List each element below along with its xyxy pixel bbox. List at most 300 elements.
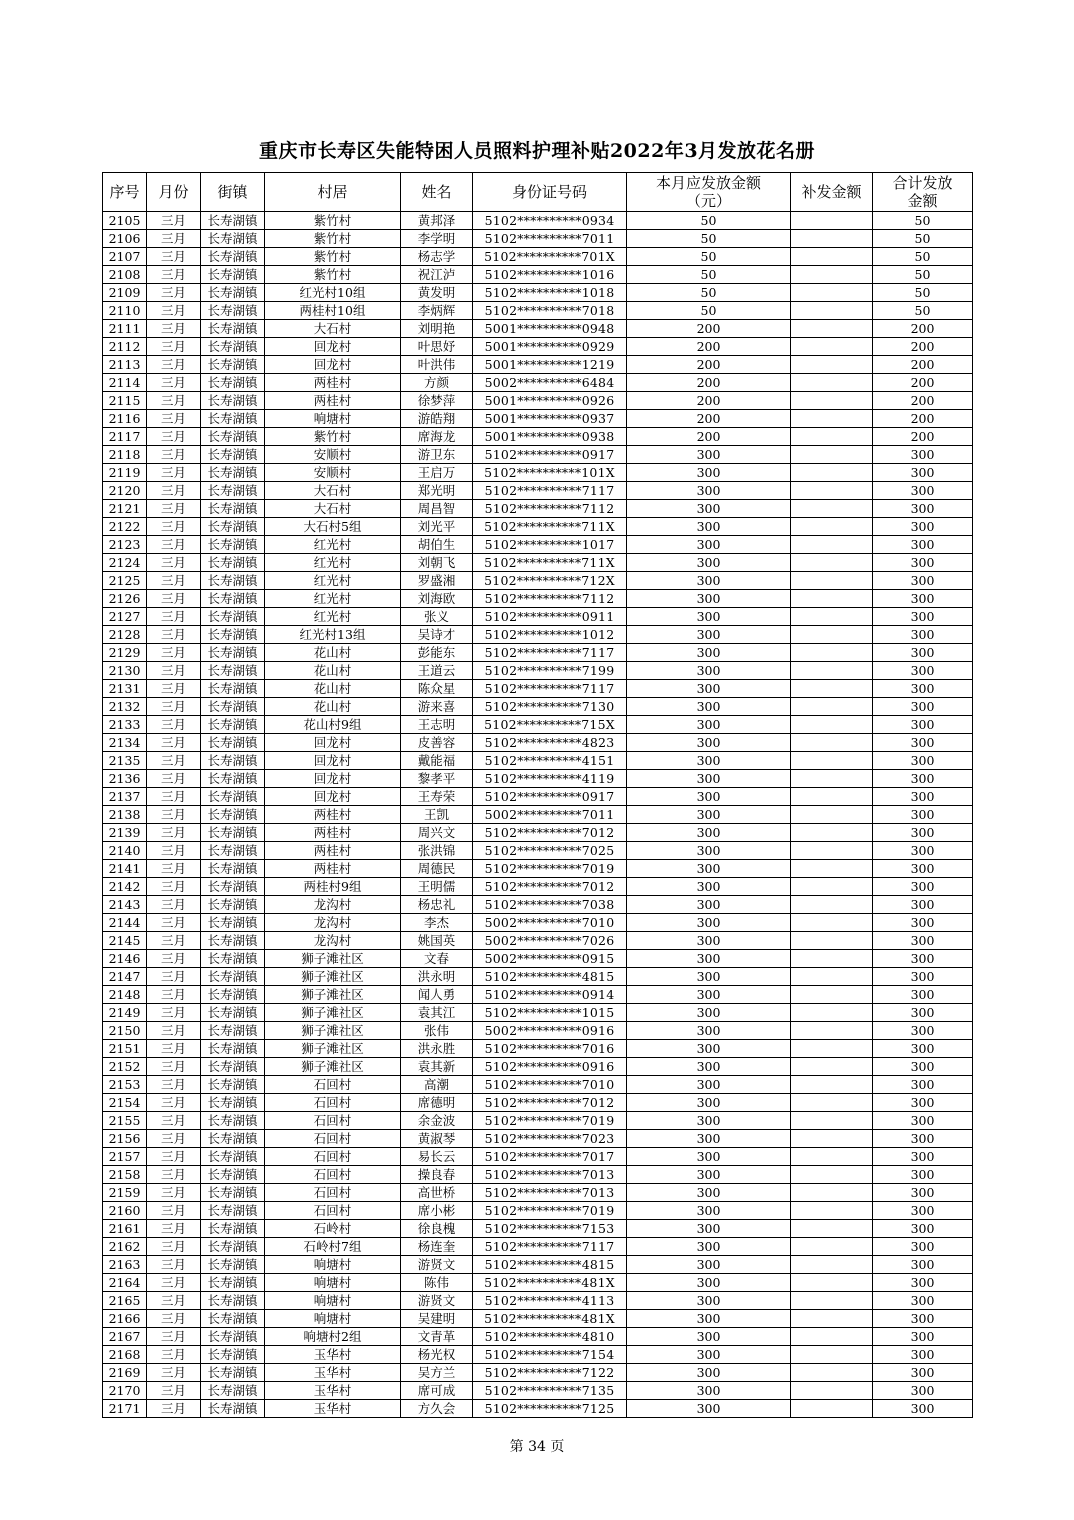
header-col-id: 身份证号码 — [473, 173, 627, 212]
cell-col-village: 大石村5组 — [265, 518, 401, 536]
cell-col-reissue — [791, 716, 873, 734]
cell-col-due: 300 — [627, 1166, 791, 1184]
cell-col-reissue — [791, 1202, 873, 1220]
cell-col-seq: 2162 — [103, 1238, 147, 1256]
cell-col-seq: 2111 — [103, 320, 147, 338]
cell-col-reissue — [791, 284, 873, 302]
cell-col-total: 300 — [873, 824, 973, 842]
cell-col-due: 300 — [627, 1148, 791, 1166]
cell-col-seq: 2158 — [103, 1166, 147, 1184]
cell-col-name: 黄发明 — [401, 284, 473, 302]
cell-col-month: 三月 — [147, 554, 201, 572]
cell-col-due: 50 — [627, 302, 791, 320]
cell-col-seq: 2139 — [103, 824, 147, 842]
cell-col-total: 300 — [873, 500, 973, 518]
cell-col-town: 长寿湖镇 — [201, 500, 265, 518]
cell-col-seq: 2159 — [103, 1184, 147, 1202]
cell-col-id: 5102**********0934 — [473, 212, 627, 230]
cell-col-name: 罗盛湘 — [401, 572, 473, 590]
cell-col-name: 席可成 — [401, 1382, 473, 1400]
cell-col-total: 300 — [873, 590, 973, 608]
cell-col-village: 两桂村 — [265, 824, 401, 842]
cell-col-seq: 2154 — [103, 1094, 147, 1112]
cell-col-due: 200 — [627, 392, 791, 410]
cell-col-id: 5001**********0929 — [473, 338, 627, 356]
cell-col-name: 高潮 — [401, 1076, 473, 1094]
cell-col-due: 300 — [627, 1346, 791, 1364]
cell-col-name: 方久会 — [401, 1400, 473, 1418]
cell-col-id: 5102**********0917 — [473, 788, 627, 806]
cell-col-month: 三月 — [147, 266, 201, 284]
cell-col-reissue — [791, 338, 873, 356]
cell-col-month: 三月 — [147, 320, 201, 338]
cell-col-id: 5102**********101X — [473, 464, 627, 482]
cell-col-due: 50 — [627, 230, 791, 248]
cell-col-town: 长寿湖镇 — [201, 230, 265, 248]
cell-col-village: 狮子滩社区 — [265, 1022, 401, 1040]
cell-col-village: 响塘村 — [265, 1310, 401, 1328]
cell-col-reissue — [791, 878, 873, 896]
cell-col-total: 300 — [873, 1112, 973, 1130]
cell-col-total: 200 — [873, 374, 973, 392]
table-body — [103, 212, 973, 1418]
cell-col-month: 三月 — [147, 878, 201, 896]
cell-col-name: 刘朝飞 — [401, 554, 473, 572]
cell-col-month: 三月 — [147, 284, 201, 302]
cell-col-total: 300 — [873, 1166, 973, 1184]
cell-col-name: 徐梦萍 — [401, 392, 473, 410]
cell-col-town: 长寿湖镇 — [201, 896, 265, 914]
cell-col-id: 5102**********1012 — [473, 626, 627, 644]
cell-col-month: 三月 — [147, 644, 201, 662]
table-row — [103, 590, 973, 608]
table-row — [103, 806, 973, 824]
cell-col-seq: 2138 — [103, 806, 147, 824]
cell-col-seq: 2118 — [103, 446, 147, 464]
cell-col-name: 方颜 — [401, 374, 473, 392]
cell-col-id: 5102**********7019 — [473, 1202, 627, 1220]
cell-col-month: 三月 — [147, 1022, 201, 1040]
cell-col-total: 300 — [873, 1076, 973, 1094]
cell-col-due: 300 — [627, 1292, 791, 1310]
table-row — [103, 248, 973, 266]
cell-col-month: 三月 — [147, 770, 201, 788]
roster-table — [102, 172, 973, 1418]
cell-col-reissue — [791, 1130, 873, 1148]
cell-col-village: 紫竹村 — [265, 230, 401, 248]
cell-col-total: 300 — [873, 1328, 973, 1346]
cell-col-total: 300 — [873, 1346, 973, 1364]
cell-col-month: 三月 — [147, 1238, 201, 1256]
cell-col-town: 长寿湖镇 — [201, 284, 265, 302]
header-col-town: 街镇 — [201, 173, 265, 212]
cell-col-reissue — [791, 1022, 873, 1040]
cell-col-month: 三月 — [147, 1058, 201, 1076]
cell-col-reissue — [791, 572, 873, 590]
cell-col-due: 300 — [627, 626, 791, 644]
cell-col-id: 5102**********4815 — [473, 1256, 627, 1274]
cell-col-name: 席海龙 — [401, 428, 473, 446]
cell-col-seq: 2113 — [103, 356, 147, 374]
cell-col-reissue — [791, 320, 873, 338]
cell-col-reissue — [791, 374, 873, 392]
cell-col-total: 300 — [873, 1004, 973, 1022]
cell-col-name: 席小彬 — [401, 1202, 473, 1220]
cell-col-village: 红光村10组 — [265, 284, 401, 302]
cell-col-village: 安顺村 — [265, 446, 401, 464]
cell-col-reissue — [791, 1238, 873, 1256]
cell-col-village: 回龙村 — [265, 734, 401, 752]
cell-col-seq: 2110 — [103, 302, 147, 320]
cell-col-name: 皮善容 — [401, 734, 473, 752]
table-row — [103, 302, 973, 320]
cell-col-due: 300 — [627, 554, 791, 572]
cell-col-town: 长寿湖镇 — [201, 1202, 265, 1220]
cell-col-total: 300 — [873, 932, 973, 950]
cell-col-total: 300 — [873, 1274, 973, 1292]
cell-col-reissue — [791, 1040, 873, 1058]
cell-col-seq: 2133 — [103, 716, 147, 734]
cell-col-name: 李炳辉 — [401, 302, 473, 320]
cell-col-month: 三月 — [147, 428, 201, 446]
cell-col-village: 花山村 — [265, 698, 401, 716]
table-row — [103, 518, 973, 536]
cell-col-village: 大石村 — [265, 320, 401, 338]
cell-col-id: 5001**********0937 — [473, 410, 627, 428]
cell-col-village: 红光村13组 — [265, 626, 401, 644]
cell-col-total: 50 — [873, 284, 973, 302]
cell-col-town: 长寿湖镇 — [201, 1274, 265, 1292]
cell-col-seq: 2125 — [103, 572, 147, 590]
cell-col-month: 三月 — [147, 716, 201, 734]
cell-col-town: 长寿湖镇 — [201, 698, 265, 716]
cell-col-total: 300 — [873, 752, 973, 770]
cell-col-total: 300 — [873, 968, 973, 986]
cell-col-name: 游来喜 — [401, 698, 473, 716]
cell-col-village: 龙沟村 — [265, 896, 401, 914]
cell-col-town: 长寿湖镇 — [201, 1328, 265, 1346]
cell-col-seq: 2136 — [103, 770, 147, 788]
cell-col-village: 狮子滩社区 — [265, 986, 401, 1004]
cell-col-village: 石回村 — [265, 1184, 401, 1202]
cell-col-town: 长寿湖镇 — [201, 950, 265, 968]
cell-col-due: 300 — [627, 1004, 791, 1022]
table-row — [103, 1130, 973, 1148]
cell-col-name: 王志明 — [401, 716, 473, 734]
cell-col-id: 5102**********0911 — [473, 608, 627, 626]
cell-col-due: 200 — [627, 428, 791, 446]
cell-col-id: 5002**********7010 — [473, 914, 627, 932]
cell-col-id: 5102**********4151 — [473, 752, 627, 770]
cell-col-total: 300 — [873, 608, 973, 626]
cell-col-town: 长寿湖镇 — [201, 1382, 265, 1400]
cell-col-town: 长寿湖镇 — [201, 1364, 265, 1382]
cell-col-month: 三月 — [147, 464, 201, 482]
cell-col-total: 300 — [873, 1364, 973, 1382]
cell-col-id: 5001**********1219 — [473, 356, 627, 374]
cell-col-town: 长寿湖镇 — [201, 1058, 265, 1076]
cell-col-due: 300 — [627, 1256, 791, 1274]
cell-col-town: 长寿湖镇 — [201, 1346, 265, 1364]
cell-col-total: 200 — [873, 428, 973, 446]
cell-col-reissue — [791, 1112, 873, 1130]
cell-col-month: 三月 — [147, 500, 201, 518]
cell-col-seq: 2151 — [103, 1040, 147, 1058]
cell-col-seq: 2121 — [103, 500, 147, 518]
cell-col-id: 5102**********1017 — [473, 536, 627, 554]
cell-col-name: 张义 — [401, 608, 473, 626]
cell-col-id: 5102**********7117 — [473, 680, 627, 698]
cell-col-name: 陈众星 — [401, 680, 473, 698]
cell-col-month: 三月 — [147, 230, 201, 248]
cell-col-town: 长寿湖镇 — [201, 788, 265, 806]
cell-col-name: 文春 — [401, 950, 473, 968]
cell-col-due: 300 — [627, 1238, 791, 1256]
cell-col-id: 5102**********7011 — [473, 230, 627, 248]
table-row — [103, 1346, 973, 1364]
cell-col-town: 长寿湖镇 — [201, 680, 265, 698]
cell-col-name: 陈伟 — [401, 1274, 473, 1292]
cell-col-reissue — [791, 824, 873, 842]
cell-col-reissue — [791, 1400, 873, 1418]
cell-col-due: 300 — [627, 1382, 791, 1400]
cell-col-id: 5102**********481X — [473, 1274, 627, 1292]
cell-col-reissue — [791, 500, 873, 518]
cell-col-town: 长寿湖镇 — [201, 824, 265, 842]
cell-col-town: 长寿湖镇 — [201, 212, 265, 230]
table-row — [103, 1076, 973, 1094]
cell-col-id: 5002**********6484 — [473, 374, 627, 392]
table-row — [103, 230, 973, 248]
cell-col-village: 两桂村 — [265, 842, 401, 860]
cell-col-id: 5102**********7019 — [473, 1112, 627, 1130]
cell-col-month: 三月 — [147, 1004, 201, 1022]
cell-col-month: 三月 — [147, 698, 201, 716]
cell-col-name: 叶思妤 — [401, 338, 473, 356]
cell-col-seq: 2143 — [103, 896, 147, 914]
cell-col-town: 长寿湖镇 — [201, 572, 265, 590]
cell-col-month: 三月 — [147, 1292, 201, 1310]
cell-col-reissue — [791, 1292, 873, 1310]
cell-col-village: 两桂村9组 — [265, 878, 401, 896]
cell-col-village: 玉华村 — [265, 1400, 401, 1418]
cell-col-town: 长寿湖镇 — [201, 626, 265, 644]
cell-col-month: 三月 — [147, 914, 201, 932]
cell-col-reissue — [791, 626, 873, 644]
cell-col-total: 300 — [873, 1040, 973, 1058]
cell-col-month: 三月 — [147, 1310, 201, 1328]
cell-col-total: 300 — [873, 662, 973, 680]
cell-col-seq: 2148 — [103, 986, 147, 1004]
cell-col-id: 5102**********7023 — [473, 1130, 627, 1148]
cell-col-reissue — [791, 302, 873, 320]
cell-col-village: 花山村 — [265, 644, 401, 662]
cell-col-due: 300 — [627, 878, 791, 896]
table-row — [103, 1400, 973, 1418]
cell-col-village: 响塘村 — [265, 1292, 401, 1310]
cell-col-due: 300 — [627, 482, 791, 500]
cell-col-id: 5102**********7117 — [473, 1238, 627, 1256]
cell-col-name: 王道云 — [401, 662, 473, 680]
cell-col-town: 长寿湖镇 — [201, 1256, 265, 1274]
cell-col-total: 300 — [873, 518, 973, 536]
cell-col-month: 三月 — [147, 446, 201, 464]
table-row — [103, 374, 973, 392]
cell-col-town: 长寿湖镇 — [201, 1292, 265, 1310]
table-row — [103, 464, 973, 482]
cell-col-village: 石回村 — [265, 1076, 401, 1094]
table-row — [103, 644, 973, 662]
cell-col-village: 紫竹村 — [265, 212, 401, 230]
cell-col-name: 叶洪伟 — [401, 356, 473, 374]
table-row — [103, 1256, 973, 1274]
cell-col-town: 长寿湖镇 — [201, 464, 265, 482]
cell-col-id: 5102**********4119 — [473, 770, 627, 788]
cell-col-seq: 2126 — [103, 590, 147, 608]
cell-col-town: 长寿湖镇 — [201, 1130, 265, 1148]
cell-col-id: 5001**********0926 — [473, 392, 627, 410]
cell-col-total: 300 — [873, 716, 973, 734]
cell-col-total: 300 — [873, 1130, 973, 1148]
cell-col-name: 刘光平 — [401, 518, 473, 536]
cell-col-reissue — [791, 1382, 873, 1400]
cell-col-town: 长寿湖镇 — [201, 1400, 265, 1418]
cell-col-id: 5102**********7018 — [473, 302, 627, 320]
cell-col-name: 游皓翔 — [401, 410, 473, 428]
cell-col-name: 杨忠礼 — [401, 896, 473, 914]
cell-col-total: 300 — [873, 1382, 973, 1400]
cell-col-seq: 2115 — [103, 392, 147, 410]
cell-col-village: 玉华村 — [265, 1364, 401, 1382]
cell-col-seq: 2142 — [103, 878, 147, 896]
cell-col-total: 200 — [873, 356, 973, 374]
cell-col-due: 300 — [627, 968, 791, 986]
cell-col-seq: 2164 — [103, 1274, 147, 1292]
cell-col-due: 50 — [627, 212, 791, 230]
header-col-month: 月份 — [147, 173, 201, 212]
cell-col-total: 300 — [873, 626, 973, 644]
cell-col-seq: 2132 — [103, 698, 147, 716]
cell-col-name: 郑光明 — [401, 482, 473, 500]
cell-col-id: 5102**********7038 — [473, 896, 627, 914]
cell-col-month: 三月 — [147, 662, 201, 680]
cell-col-due: 300 — [627, 986, 791, 1004]
cell-col-village: 安顺村 — [265, 464, 401, 482]
cell-col-seq: 2167 — [103, 1328, 147, 1346]
cell-col-town: 长寿湖镇 — [201, 590, 265, 608]
table-row — [103, 446, 973, 464]
cell-col-town: 长寿湖镇 — [201, 248, 265, 266]
cell-col-town: 长寿湖镇 — [201, 1184, 265, 1202]
cell-col-name: 洪永胜 — [401, 1040, 473, 1058]
table-row — [103, 716, 973, 734]
cell-col-seq: 2108 — [103, 266, 147, 284]
cell-col-town: 长寿湖镇 — [201, 716, 265, 734]
cell-col-due: 300 — [627, 698, 791, 716]
cell-col-id: 5102**********7012 — [473, 1094, 627, 1112]
cell-col-town: 长寿湖镇 — [201, 428, 265, 446]
cell-col-seq: 2166 — [103, 1310, 147, 1328]
cell-col-total: 300 — [873, 572, 973, 590]
cell-col-due: 300 — [627, 734, 791, 752]
table-row — [103, 266, 973, 284]
cell-col-village: 石回村 — [265, 1112, 401, 1130]
cell-col-due: 300 — [627, 1202, 791, 1220]
cell-col-name: 游贤文 — [401, 1292, 473, 1310]
cell-col-town: 长寿湖镇 — [201, 1004, 265, 1022]
cell-col-name: 高世桥 — [401, 1184, 473, 1202]
cell-col-month: 三月 — [147, 626, 201, 644]
cell-col-name: 李杰 — [401, 914, 473, 932]
cell-col-due: 50 — [627, 284, 791, 302]
cell-col-seq: 2140 — [103, 842, 147, 860]
cell-col-town: 长寿湖镇 — [201, 806, 265, 824]
cell-col-village: 狮子滩社区 — [265, 1004, 401, 1022]
cell-col-id: 5102**********7122 — [473, 1364, 627, 1382]
cell-col-month: 三月 — [147, 968, 201, 986]
cell-col-id: 5102**********0916 — [473, 1058, 627, 1076]
header-col-name: 姓名 — [401, 173, 473, 212]
header-col-total: 合计发放 金额 — [873, 173, 973, 212]
cell-col-reissue — [791, 410, 873, 428]
cell-col-seq: 2123 — [103, 536, 147, 554]
cell-col-id: 5102**********701X — [473, 248, 627, 266]
cell-col-reissue — [791, 770, 873, 788]
cell-col-month: 三月 — [147, 896, 201, 914]
cell-col-month: 三月 — [147, 1112, 201, 1130]
cell-col-name: 彭能东 — [401, 644, 473, 662]
cell-col-reissue — [791, 1364, 873, 1382]
cell-col-due: 300 — [627, 1184, 791, 1202]
cell-col-id: 5102**********711X — [473, 554, 627, 572]
cell-col-month: 三月 — [147, 590, 201, 608]
cell-col-due: 300 — [627, 446, 791, 464]
cell-col-seq: 2117 — [103, 428, 147, 446]
cell-col-reissue — [791, 1346, 873, 1364]
cell-col-due: 300 — [627, 770, 791, 788]
cell-col-month: 三月 — [147, 338, 201, 356]
cell-col-id: 5102**********4113 — [473, 1292, 627, 1310]
cell-col-month: 三月 — [147, 1400, 201, 1418]
cell-col-due: 300 — [627, 1274, 791, 1292]
cell-col-due: 300 — [627, 608, 791, 626]
cell-col-due: 300 — [627, 1328, 791, 1346]
cell-col-month: 三月 — [147, 572, 201, 590]
table-row — [103, 1364, 973, 1382]
cell-col-seq: 2161 — [103, 1220, 147, 1238]
cell-col-town: 长寿湖镇 — [201, 320, 265, 338]
cell-col-month: 三月 — [147, 788, 201, 806]
cell-col-month: 三月 — [147, 1256, 201, 1274]
cell-col-total: 300 — [873, 860, 973, 878]
cell-col-reissue — [791, 734, 873, 752]
cell-col-town: 长寿湖镇 — [201, 608, 265, 626]
cell-col-name: 黎孝平 — [401, 770, 473, 788]
cell-col-due: 300 — [627, 1076, 791, 1094]
table-row — [103, 608, 973, 626]
table-row — [103, 1382, 973, 1400]
cell-col-total: 300 — [873, 842, 973, 860]
cell-col-id: 5102**********7010 — [473, 1076, 627, 1094]
cell-col-total: 200 — [873, 392, 973, 410]
table-row — [103, 968, 973, 986]
cell-col-reissue — [791, 518, 873, 536]
cell-col-total: 300 — [873, 1094, 973, 1112]
cell-col-seq: 2152 — [103, 1058, 147, 1076]
cell-col-due: 300 — [627, 806, 791, 824]
cell-col-id: 5102**********4810 — [473, 1328, 627, 1346]
cell-col-total: 300 — [873, 644, 973, 662]
